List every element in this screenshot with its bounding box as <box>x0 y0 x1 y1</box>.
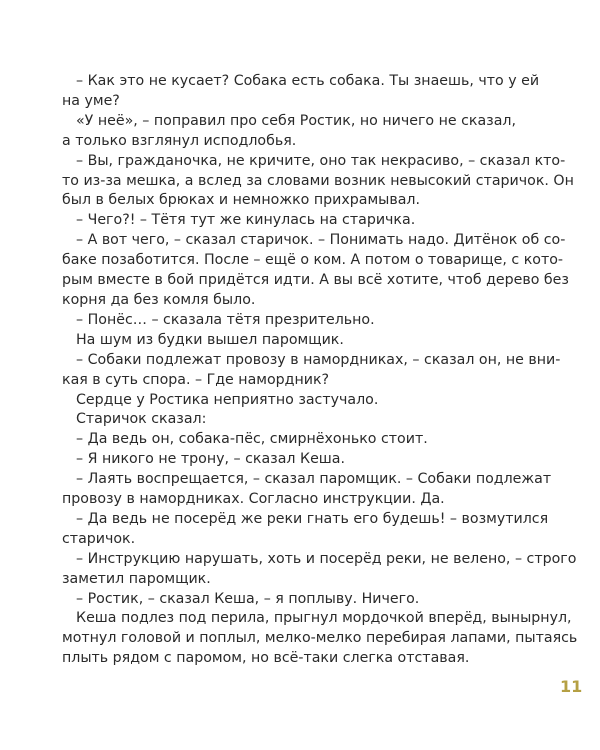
paragraph <box>62 410 568 430</box>
paragraph <box>62 450 568 470</box>
text-line: кая в суть спора. – Где намордник? <box>62 371 330 388</box>
paragraph <box>62 510 568 550</box>
text-line: Старичок сказал: <box>76 411 207 428</box>
text-line: На шум из будки вышел паромщик. <box>76 331 344 348</box>
text-line: – Чего?! – Тётя тут же кинулась на старичка. <box>76 212 416 229</box>
text-line: – Да ведь он, собака-пёс, смирнёхонько стоит. <box>76 431 428 448</box>
text-line: на уме? <box>62 92 120 109</box>
text-line: Сердце у Ростика неприятно застучало. <box>76 391 379 408</box>
paragraph <box>62 430 568 450</box>
paragraph <box>62 112 568 152</box>
text-line: – Собаки подлежат провозу в намордниках, – сказал он, не вни- <box>76 351 561 368</box>
text-line: а только взглянул исподлобья. <box>62 132 297 149</box>
text-line: – А вот чего, – сказал старичок. – Понимать надо. Дитёнок об со- <box>76 232 566 249</box>
text-line: то из-за мешка, а вслед за словами возник невысокий старичок. Он <box>62 172 574 189</box>
text-line: – Я никого не трону, – сказал Кеша. <box>76 451 345 468</box>
text-line: плыть рядом с паромом, но всё-таки слегка отставая. <box>62 650 470 667</box>
paragraph <box>62 211 568 231</box>
text-line: мотнул головой и поплыл, мелко-мелко перебирая лапами, пытаясь <box>62 630 578 647</box>
paragraph <box>62 351 568 391</box>
paragraph <box>62 550 577 590</box>
paragraph <box>62 391 568 411</box>
paragraph <box>62 470 568 510</box>
paragraph <box>62 152 574 212</box>
text-line: заметил паромщик. <box>62 570 211 587</box>
text-line: старичок. <box>62 530 136 547</box>
text-line: – Как это не кусает? Собака есть собака. Ты знаешь, что у ей <box>76 73 540 89</box>
text-line: – Да ведь не посерёд же реки гнать его будешь! – возмутился <box>76 510 549 527</box>
text-line: «У неё», – поправил про себя Ростик, но ничего не сказал, <box>76 112 516 129</box>
text-line: – Инструкцию нарушать, хоть и посерёд реки, не велено, – строго <box>76 550 577 567</box>
text-line: – Понёс… – сказала тётя презрительно. <box>76 311 375 328</box>
paragraph <box>62 311 568 331</box>
paragraph <box>62 72 568 112</box>
text-line: был в белых брюках и немножко прихрамывал. <box>62 192 420 209</box>
page-number: 11 <box>560 677 583 696</box>
paragraph <box>62 609 578 669</box>
body-text <box>62 72 578 669</box>
paragraph <box>62 590 568 610</box>
text-line: – Вы, гражданочка, не кричите, оно так некрасиво, – сказал кто- <box>76 152 566 169</box>
text-line: – Лаять воспрещается, – сказал паромщик. – Собаки подлежат <box>76 471 552 488</box>
text-line: Кеша подлез под перила, прыгнул мордочкой вперёд, вынырнул, <box>76 610 572 627</box>
text-line: корня да без комля было. <box>62 291 256 308</box>
text-line: провозу в намордниках. Согласно инструкции. Да. <box>62 491 445 508</box>
text-line: рым вместе в бой придётся идти. А вы всё хотите, чтоб дерево без <box>62 272 569 289</box>
paragraph <box>62 331 568 351</box>
text-line: баке позаботится. После – ещё о ком. А потом о товарище, с кото- <box>62 252 564 269</box>
text-line: – Ростик, – сказал Кеша, – я поплыву. Ничего. <box>76 590 420 607</box>
paragraph <box>62 231 568 311</box>
